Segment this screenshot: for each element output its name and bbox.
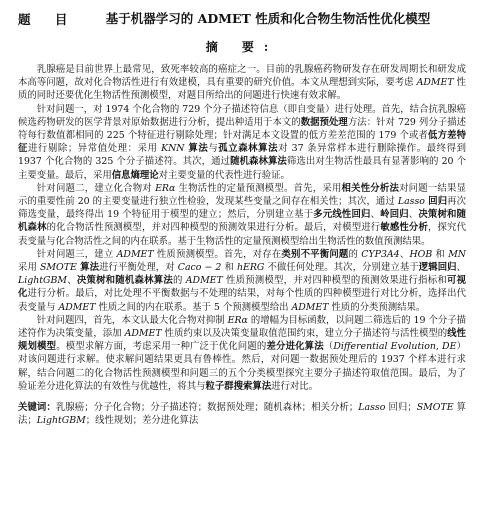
text-run: 数据预处理: [300, 116, 348, 128]
text-run: ADMET: [185, 275, 223, 287]
abstract-paragraph-2: [18, 103, 466, 182]
keywords: [18, 401, 466, 427]
text-run: Caco − 2: [177, 262, 222, 274]
text-run: 的增幅为目标函数，以问题二筛选后的 19 个分子描述符作为决策变量，添加: [18, 314, 467, 340]
text-run: 信息熵理论: [111, 169, 159, 181]
text-run: 的: [172, 275, 186, 287]
text-run: 对问题一结果显示的重要性前 20 的主要变量进行独立性检验，发现某些变量之间存在相关性；其次，通过: [18, 182, 466, 208]
text-run: 回归；: [385, 402, 417, 414]
text-run: 相关性分析法: [341, 182, 400, 194]
text-run: 类别不平衡问题: [281, 248, 349, 260]
text-run: 性质的分类预测结果。: [328, 301, 426, 313]
text-run: 与: [208, 143, 219, 155]
text-run: HOB: [409, 248, 433, 260]
text-run: 算法；: [18, 402, 466, 427]
text-run: 方法：针对 729 列分子描述符每行数值都相同的 225 个特征进行剔除处理；针对满足本文设置的低方差差范围的 179 个或者: [18, 116, 466, 142]
text-run: 可视化: [18, 275, 466, 300]
text-run: 算法: [184, 143, 209, 155]
text-run: CYP3A4: [361, 248, 400, 260]
text-run: 乳腺癌是目前世界上最常见，致死率较高的癌症之一。目前的乳腺癌药物研发存在研发周期长和研发成本高等问题，故对化合物活性进行有效建模，具有重要的研究价值。本文从理想到实际，要考虑: [18, 64, 466, 89]
text-run: KNN: [161, 143, 185, 155]
text-run: 。模型求解方面，考虑采用一种广泛于优化问题的: [56, 341, 267, 353]
text-run: 逻辑回归: [418, 262, 457, 274]
text-run: 对主要变量的代表性进行验证。: [158, 169, 290, 181]
abstract-paragraph-3: [18, 182, 466, 248]
text-run: 、: [456, 262, 467, 274]
text-run: Differential Evolution, DE: [333, 341, 457, 353]
text-run: ERα: [155, 182, 176, 194]
text-run: 性质的同时还要优化生物活性预测模型，对题目所给出的问题进行快速有效求解。: [18, 77, 467, 102]
text-run: 进行对比。: [271, 380, 319, 392]
text-run: 性质约束以及决策变量取值范围约束，建立分子描述符与活性模型的: [161, 328, 448, 340]
text-run: 对 37 条异常样本进行删除操作。最终得到 1937 个化合物的 325 个分子描述符。其次，通过: [18, 143, 466, 168]
text-run: 采用: [18, 262, 40, 274]
text-run: 低方差特征: [18, 130, 466, 155]
text-run: 针对问题二，建立化合物对: [36, 182, 156, 194]
text-run: Lasso: [397, 196, 425, 208]
text-run: 决策树和随机森林算法: [76, 275, 173, 287]
title-label: 题 目: [18, 12, 78, 27]
text-run: LightGBM: [36, 415, 86, 427]
text-run: ADMET: [416, 77, 454, 89]
abstract-heading: 摘 要:: [205, 40, 279, 54]
text-run: 、: [408, 209, 419, 221]
text-run: LightGBM: [18, 275, 68, 287]
text-run: ；线性规划；差分进化算法: [85, 415, 199, 427]
abstract-paragraph-5: [18, 314, 466, 393]
text-run: 针对问题三，建立: [36, 248, 117, 260]
text-run: 算法: [76, 262, 100, 274]
text-run: 再次筛选变量，最终得出 19 个特征用于模型的建立；然后，分别建立基于: [18, 196, 466, 221]
text-run: 多元线性回归: [313, 209, 371, 221]
text-run: 筛选出对生物活性最具有显著影响的 20 个主要变量。最后，采用: [18, 156, 466, 181]
abstract-body: [18, 63, 466, 393]
text-run: 、: [67, 275, 77, 287]
text-run: 粒子群搜索算法: [205, 380, 272, 392]
text-run: 进行平衡处理，对: [99, 262, 178, 274]
text-run: 进行分析。最后，对比处理不平衡数据与不处理的结果，对每个性质的四种模型进行对比分析，选择出代表变量与: [18, 288, 466, 313]
text-run: 线性规划模型: [18, 328, 466, 353]
text-run: ADMET: [116, 248, 154, 260]
text-run: MN: [448, 248, 466, 260]
text-run: 生物活性的定量预测模型。首先，采用: [175, 182, 342, 194]
title-row: [18, 10, 466, 28]
text-run: Lasso: [358, 402, 386, 414]
text-run: 、: [399, 248, 410, 260]
text-run: 差分进化算法: [266, 341, 324, 353]
text-run: ERα: [227, 314, 248, 326]
text-run: 针对问题四，首先，本文认最大化合物对抑制: [36, 314, 228, 326]
text-run: 的化合物活性预测模型，并对四种模型的预测效果进行分析。最后，对模型进行: [46, 222, 381, 234]
text-run: 性质预测模型，并对四种模型的预测效果进行指标和: [222, 275, 447, 287]
text-run: 和: [221, 262, 237, 274]
text-run: 敏感性分析: [380, 222, 428, 234]
abstract-paragraph-1: [18, 63, 466, 103]
text-run: 的: [348, 248, 362, 260]
text-run: 不做任何处理。其次，分别建立基于: [264, 262, 419, 274]
text-run: 性质预测模型。首先，对存在: [153, 248, 282, 260]
text-run: SMOTE: [39, 262, 77, 274]
text-run: ADMET: [58, 301, 96, 313]
text-run: ，探究代表变量与化合物活性之间的内在联系。基于生物活性的定量预测模型给出生物活性的数值预测结果。: [18, 222, 466, 247]
text-run: 乳腺癌；分子化合物；分子描述符；数据预处理；随机森林；相关分析；: [55, 402, 359, 414]
text-run: 回归: [424, 196, 448, 208]
text-run: hERG: [236, 262, 265, 274]
text-run: 和: [432, 248, 449, 260]
text-run: （: [323, 341, 334, 353]
text-run: 性质之间的内在联系。基于 5 个预测模型给出: [95, 301, 292, 313]
text-run: 针对问题一，对 1974 个化合物的 729 个分子描述符信息（即自变量）进行处理。首先，结合抗乳腺癌候选药物研发的医学背景对原始数据进行分析，提出种适用于本文的: [18, 103, 466, 128]
text-run: SMOTE: [416, 402, 454, 414]
text-run: 岭回归: [380, 209, 409, 221]
text-run: 进行剔除；异常值处理：采用: [27, 143, 162, 155]
keywords-label: 关键词：: [18, 402, 56, 414]
text-run: ）对该问题进行求解。使求解问题结果更具有鲁棒性。然后，对问题一数据预处理后的 1937 个样本进行求解，结合问题二的化合物活性预测模型和问题三的五个分类模型探究主要分子描述符取值范围。最后，为了验证差分进化算法的有效性与优越性，将其与: [18, 341, 466, 392]
text-run: ADMET: [124, 328, 162, 340]
text-run: 、: [370, 209, 381, 221]
text-run: ADMET: [291, 301, 329, 313]
text-run: 随机森林算法: [230, 156, 287, 168]
keywords-text: [18, 402, 466, 426]
abstract-paragraph-4: [18, 248, 466, 314]
page-title: 基于机器学习的 ADMET 性质和化合物生物活性优化模型: [105, 11, 431, 26]
text-run: 孤立森林算法: [218, 143, 279, 155]
text-run: 决策树和随机森林: [18, 209, 466, 234]
